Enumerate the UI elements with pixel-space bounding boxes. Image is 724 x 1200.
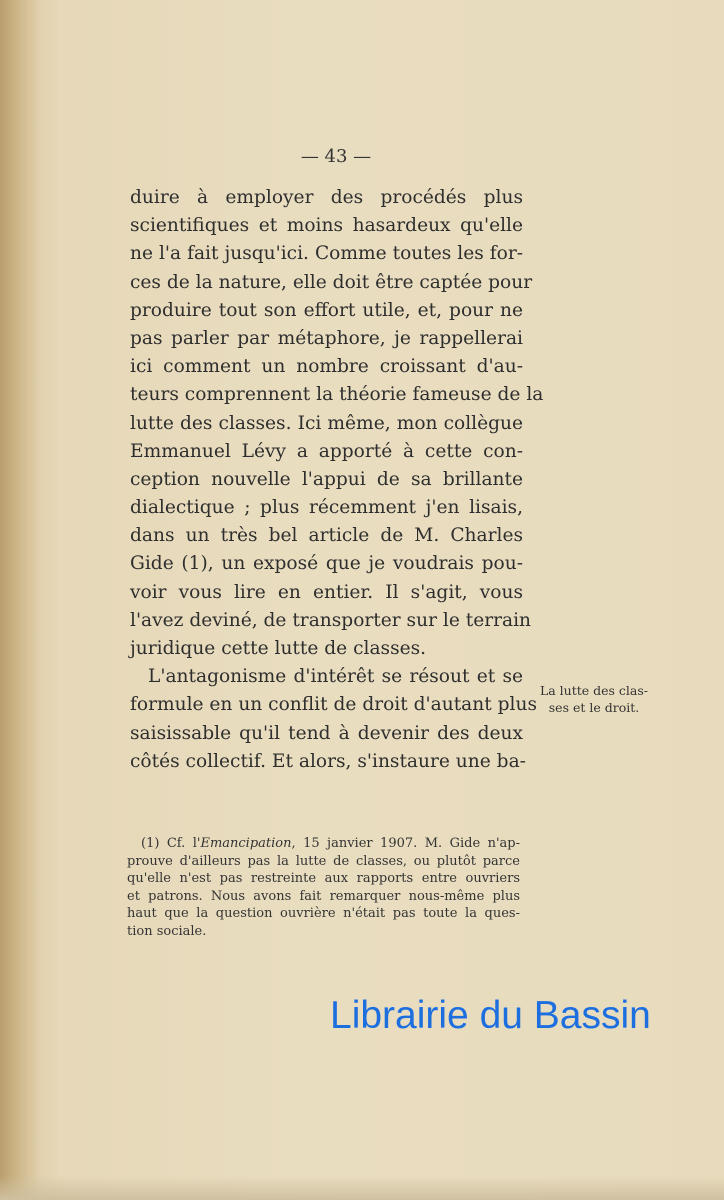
body-line: ception nouvelle l'appui de sa brillante — [130, 468, 523, 490]
body-line: teurs comprennent la théorie fameuse de la — [130, 384, 544, 406]
footnote-line: tion sociale. — [127, 923, 207, 939]
body-line: formule en un conflit de droit d'autant plus — [130, 694, 537, 716]
body-line: Emmanuel Lévy a apporté à cette con- — [130, 440, 523, 462]
body-line: ces de la nature, elle doit être captée pour — [130, 271, 533, 293]
footnote-line: et patrons. Nous avons fait remarquer nous-même plus — [127, 888, 520, 904]
body-line: côtés collectif. Et alors, s'instaure une ba- — [130, 750, 526, 772]
footnote — [127, 835, 520, 941]
body-line: lutte des classes. Ici même, mon collègue — [130, 412, 523, 434]
body-line: l'avez deviné, de transporter sur le terrain — [130, 609, 531, 631]
watermark: Librairie du Bassin — [330, 994, 651, 1037]
body-line: scientifiques et moins hasardeux qu'elle — [130, 215, 523, 237]
body-line: ne l'a fait jusqu'ici. Comme toutes les for- — [130, 243, 523, 265]
footnote-line: prouve d'ailleurs pas la lutte de classes, ou plutôt parce — [127, 853, 520, 869]
body-line: voir vous lire en entier. Il s'agit, vous — [130, 581, 523, 603]
margin-note-line: La lutte des clas- — [539, 683, 649, 698]
margin-note — [530, 682, 658, 716]
footnote-line — [127, 835, 520, 853]
footnote-line: haut que la question ouvrière n'était pas toute la ques- — [127, 906, 520, 922]
footnote-line: qu'elle n'est pas restreinte aux rapports entre ouvriers — [127, 871, 520, 887]
body-text — [130, 184, 544, 776]
body-line: dialectique ; plus récemment j'en lisais, — [130, 497, 523, 519]
footnote-first-rest: , 15 janvier 1907. M. Gide n'ap- — [291, 836, 520, 851]
body-line: ici comment un nombre croissant d'au- — [130, 356, 523, 378]
body-line: pas parler par métaphore, je rappellerai — [130, 327, 523, 349]
footnote-marker: (1) Cf. l' — [141, 836, 201, 851]
body-line: saisissable qu'il tend à devenir des deux — [130, 722, 523, 744]
margin-note-line: ses et le droit. — [548, 700, 640, 715]
page-bottom-edge — [0, 1176, 724, 1200]
page-number: — 43 — — [300, 146, 372, 167]
body-line: L'antagonisme d'intérêt se résout et se — [148, 666, 523, 688]
body-line: dans un très bel article de M. Charles — [130, 525, 523, 547]
body-line: Gide (1), un exposé que je voudrais pou- — [130, 553, 523, 575]
body-line: produire tout son effort utile, et, pour ne — [130, 299, 523, 321]
body-line: duire à employer des procédés plus — [130, 187, 523, 208]
body-line: juridique cette lutte de classes. — [130, 638, 427, 659]
footnote-italic-title: Emancipation — [200, 836, 292, 851]
page-gutter — [0, 0, 40, 1200]
